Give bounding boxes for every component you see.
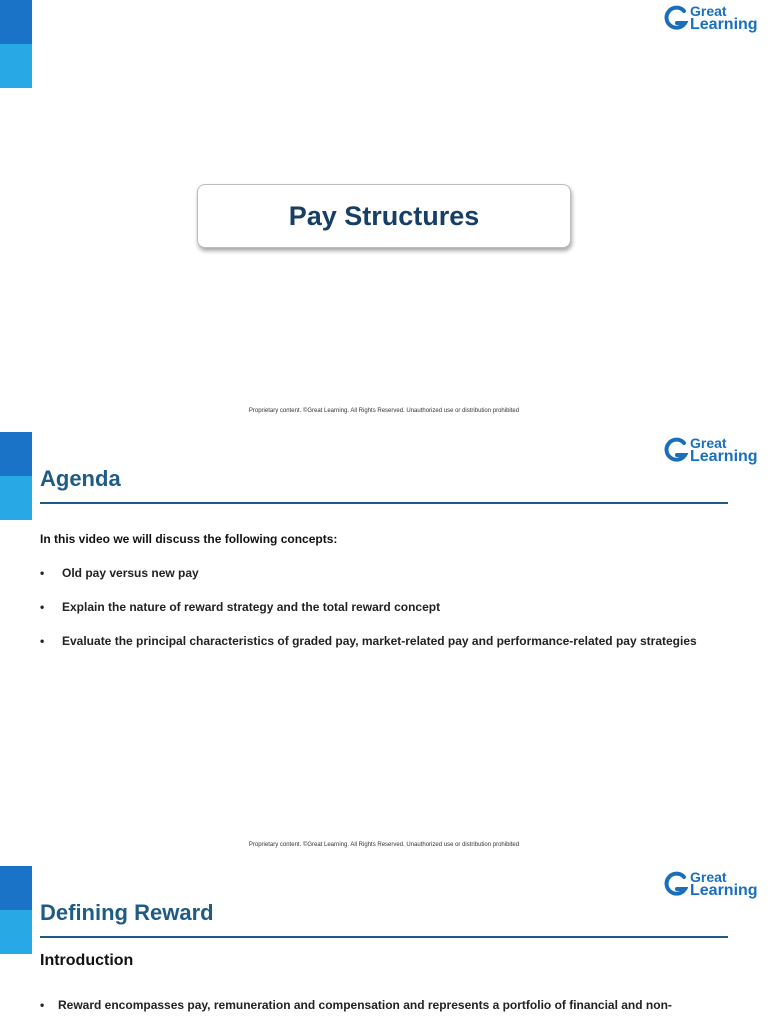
title-box [197,184,571,248]
list-item: • Explain the nature of reward strategy and the total reward concept [40,600,697,614]
g-logo-icon [664,5,688,33]
agenda-list [40,566,697,668]
g-logo-icon [664,871,688,899]
list-item: • Old pay versus new pay [40,566,697,580]
slide-defining-reward [0,866,768,1024]
agenda-intro: In this video we will discuss the following concepts: [40,532,338,546]
accent-bar-dark [0,432,32,476]
logo-line2: Learning [690,16,758,33]
heading-rule [40,502,728,504]
great-learning-logo [664,870,756,904]
accent-bar-dark [0,0,32,44]
accent-bar-light [0,910,32,954]
logo-line1: Great [690,3,727,19]
footer-text: Proprietary content. ©Great Learning. All Rights Reserved. Unauthorized use or distribution prohibited [248,408,520,414]
slide-heading: Defining Reward [40,900,214,925]
accent-bar-light [0,44,32,88]
accent-bar-light [0,476,32,520]
list-item: • Reward encompasses pay, remuneration and compensation and represents a portfolio of financial and non- [40,998,748,1012]
g-logo-icon [664,437,688,465]
great-learning-logo [664,436,756,470]
great-learning-logo [664,4,756,38]
heading-rule [40,936,728,938]
slide-heading: Agenda [40,466,121,491]
accent-bar-dark [0,866,32,910]
logo-line1: Great [690,869,727,885]
logo-line2: Learning [690,882,758,899]
slide-subheading: Introduction [40,952,134,969]
slide-title [0,0,768,432]
logo-line2: Learning [690,448,758,465]
logo-line1: Great [690,435,727,451]
slide-agenda [0,432,768,866]
footer-text: Proprietary content. ©Great Learning. All Rights Reserved. Unauthorized use or distribution prohibited [248,842,520,848]
slide-title-text: Pay Structures [288,200,480,231]
list-item: • Evaluate the principal characteristics of graded pay, market-related pay and performance-related pay strategies [40,634,697,648]
